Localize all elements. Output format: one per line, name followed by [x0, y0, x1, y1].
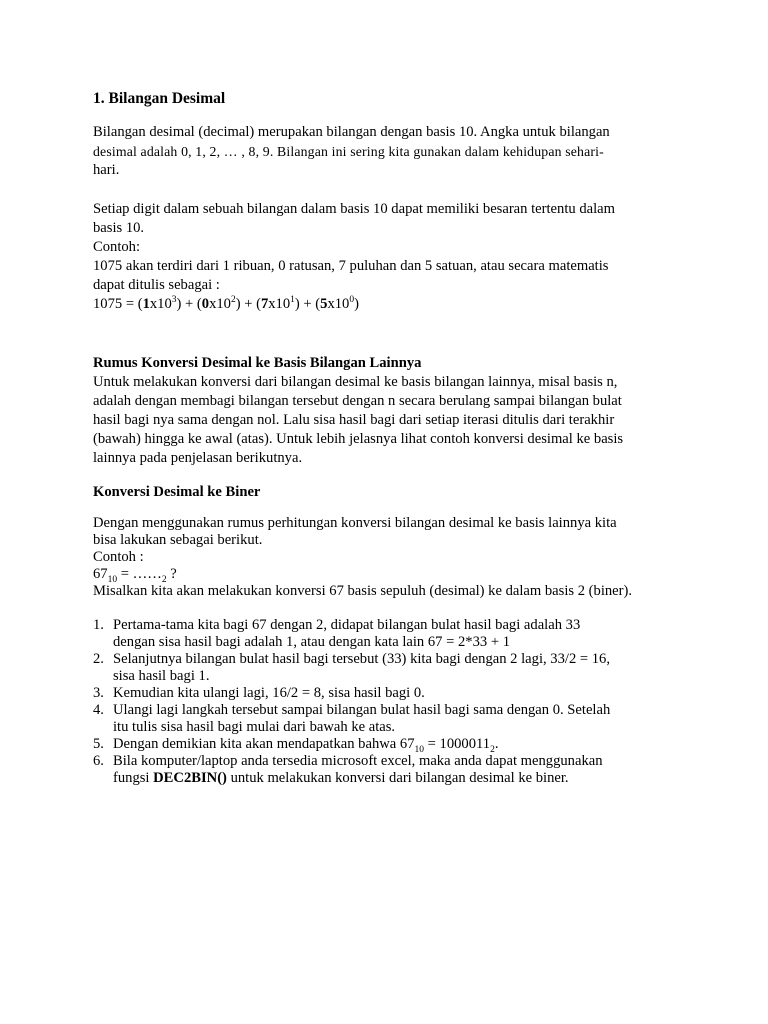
biner-paragraph	[93, 515, 673, 600]
heading-konversi-biner: Konversi Desimal ke Biner	[93, 484, 261, 500]
intro-paragraph-2	[93, 200, 673, 314]
text-line: hari.	[93, 162, 120, 178]
rumus-section	[93, 354, 673, 468]
intro-paragraph-1	[93, 123, 673, 180]
text-line: Bilangan desimal (decimal) merupakan bilangan dengan basis 10. Angka untuk bilangan	[93, 124, 610, 140]
list-item: 5. Dengan demikian kita akan mendapatkan bahwa $67_{10} = 1000011_2$.	[93, 736, 499, 755]
list-item: 1. Pertama-tama kita bagi 67 dengan 2, didapat bilangan bulat hasil bagi adalah 33 dengan sisa hasil bagi adalah 1, atau dengan kata lain 67 = 2*33 + 1	[93, 617, 581, 650]
text-line: 1075 akan terdiri dari 1 ribuan, 0 ratusan, 7 puluhan dan 5 satuan, atau secara matematis	[93, 258, 609, 274]
contoh-label: Contoh :	[93, 549, 144, 565]
text-line: lainnya pada penjelasan berikutnya.	[93, 450, 303, 466]
example-question: $67_{10}$ = $\dots\dots_2$ ?	[93, 566, 177, 585]
text-line: desimal adalah 0, 1, 2, … , 8, 9. Bilangan ini sering kita gunakan dalam kehidupan sehari-	[93, 144, 604, 159]
list-item: 2. Selanjutnya bilangan bulat hasil bagi tersebut (33) kita bagi dengan 2 lagi, 33/2 = 16, sisa hasil bagi 1.	[93, 651, 611, 684]
text-line: adalah dengan membagi bilangan tersebut dengan n secara berulang sampai bilangan bulat	[93, 393, 622, 409]
text-line: (bawah) hingga ke awal (atas). Untuk lebih jelasnya lihat contoh konversi desimal ke basis	[93, 431, 624, 447]
list-item: 6. Bila komputer/laptop anda tersedia microsoft excel, maka anda dapat menggunakan fungsi DEC2BIN() untuk melakukan konversi dari bilangan desimal ke biner.	[93, 753, 603, 786]
text-line: dapat ditulis sebagai :	[93, 277, 220, 293]
list-item: 4. Ulangi lagi langkah tersebut sampai bilangan bulat hasil bagi sama dengan 0. Setelah itu tulis sisa hasil bagi mulai dari bawah ke atas.	[93, 702, 611, 735]
text-line: Untuk melakukan konversi dari bilangan desimal ke basis bilangan lainnya, misal basis n,	[93, 374, 618, 390]
steps-list	[93, 617, 673, 787]
list-item: 3. Kemudian kita ulangi lagi, 16/2 = 8, sisa hasil bagi 0.	[93, 685, 425, 701]
expansion-formula: $1075 = (1x10^3) + (0x10^2) + (7x10^1) + (5x10^0)$	[93, 295, 359, 312]
text-line: Dengan menggunakan rumus perhitungan konversi bilangan desimal ke basis lainnya kita	[93, 515, 617, 531]
contoh-label: Contoh:	[93, 239, 141, 255]
heading-bilangan-desimal: 1. Bilangan Desimal	[93, 90, 226, 107]
heading-rumus-konversi: Rumus Konversi Desimal ke Basis Bilangan Lainnya	[93, 355, 422, 371]
text-line: hasil bagi nya sama dengan nol. Lalu sisa hasil bagi dari setiap iterasi ditulis dari terakhir	[93, 412, 615, 428]
function-name: DEC2BIN()	[153, 770, 227, 786]
text-line: Misalkan kita akan melakukan konversi 67 basis sepuluh (desimal) ke dalam basis 2 (biner).	[93, 583, 633, 599]
text-line: bisa lakukan sebagai berikut.	[93, 532, 263, 548]
text-line: Setiap digit dalam sebuah bilangan dalam basis 10 dapat memiliki besaran tertentu dalam	[93, 201, 615, 217]
text-line: basis 10.	[93, 220, 145, 236]
